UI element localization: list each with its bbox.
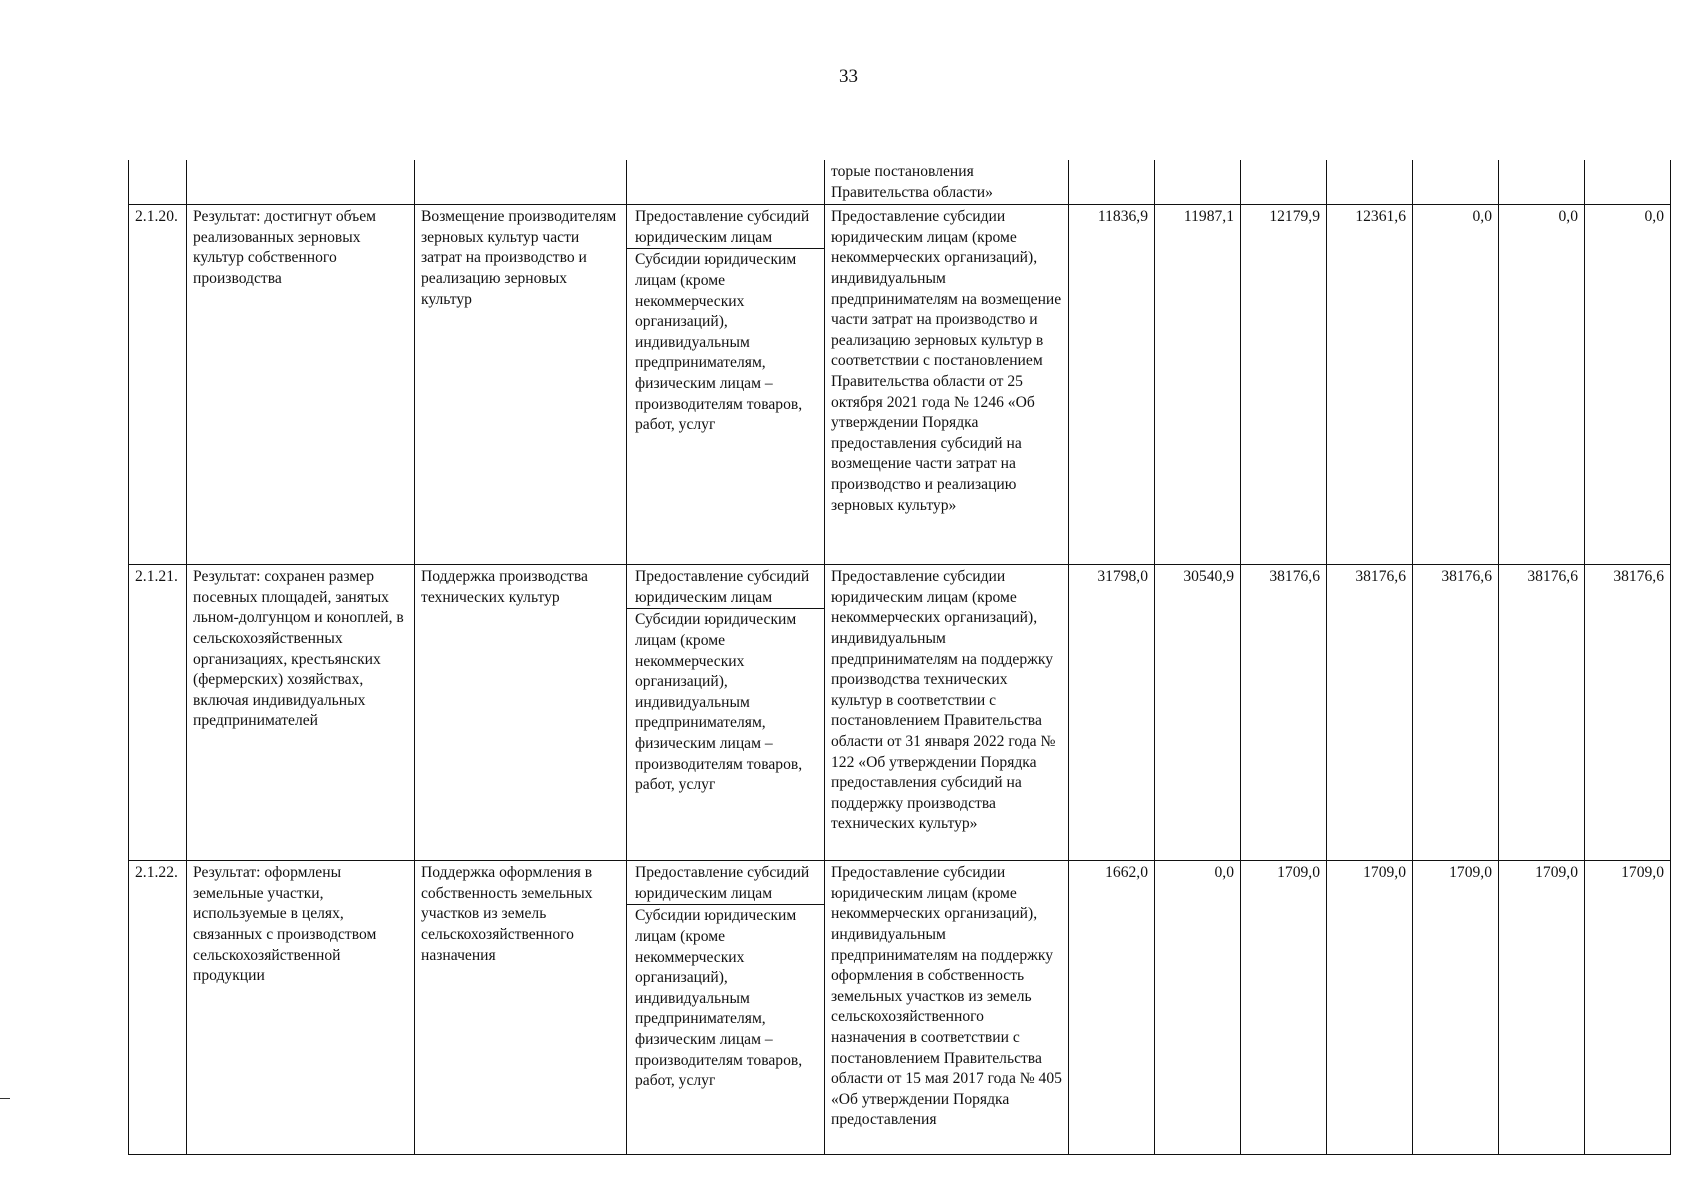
budget-table <box>128 160 1671 1155</box>
basis-cell: торые постановления Правительства области» <box>825 160 1069 205</box>
direction-text: Предоставление субсидий юридическим лицам <box>635 864 810 902</box>
direction-text: Предоставление субсидий юридическим лицам <box>635 568 810 606</box>
value-cell: 0,0 <box>1499 205 1585 565</box>
result-cell: Результат: достигнут объем реализованных зерновых культур собственного производства <box>187 205 415 565</box>
expense-text: Субсидии юридическим лицам (кроме некоммерческих организаций), индивидуальным предпринимателям, физическим лицам – производителям товаров, работ, услуг <box>627 248 824 435</box>
value-cell: 1709,0 <box>1241 861 1327 1155</box>
value-cell: 1709,0 <box>1585 861 1671 1155</box>
value-cell: 1709,0 <box>1499 861 1585 1155</box>
measure-cell: Поддержка оформления в собственность земельных участков из земель сельскохозяйственного назначения <box>415 861 627 1155</box>
basis-cell: Предоставление субсидии юридическим лицам (кроме некоммерческих организаций), индивидуальным предпринимателям на поддержку производства технических культур в соответствии с постановлением Правительства области от 31 января 2022 года № 122 «Об утверждении Порядка предоставления субсидий на поддержку производства технических культур» <box>825 565 1069 861</box>
result-cell: Результат: сохранен размер посевных площадей, занятых льном-долгунцом и коноплей, в сельскохозяйственных организациях, крестьянских (фермерских) хозяйствах, включая индивидуальных предпринимателей <box>187 565 415 861</box>
row-index: 2.1.21. <box>129 565 187 861</box>
basis-cell: Предоставление субсидии юридическим лицам (кроме некоммерческих организаций), индивидуальным предпринимателям на возмещение части затрат на производство и реализацию зерновых культур в соответствии с постановлением Правительства области от 25 октября 2021 года № 1246 «Об утверждении Порядка предоставления субсидий на возмещение части затрат на производство и реализацию зерновых культур» <box>825 205 1069 565</box>
value-cell: 38176,6 <box>1413 565 1499 861</box>
value-cell: 38176,6 <box>1241 565 1327 861</box>
value-cell: 11987,1 <box>1155 205 1241 565</box>
result-cell: Результат: оформлены земельные участки, используемые в целях, связанных с производством сельскохозяйственной продукции <box>187 861 415 1155</box>
direction-expense-cell <box>627 861 825 1155</box>
row-index: 2.1.22. <box>129 861 187 1155</box>
value-cell: 12179,9 <box>1241 205 1327 565</box>
basis-cell: Предоставление субсидии юридическим лицам (кроме некоммерческих организаций), индивидуальным предпринимателям на поддержку оформления в собственность земельных участков из земель сельскохозяйственного назначения в соответствии с постановлением Правительства области от 15 мая 2017 года № 405 «Об утверждении Порядка предоставления <box>825 861 1069 1155</box>
table-row <box>129 205 1671 565</box>
value-cell: 38176,6 <box>1327 565 1413 861</box>
value-cell: 1709,0 <box>1327 861 1413 1155</box>
value-cell: 38176,6 <box>1499 565 1585 861</box>
table-row <box>129 861 1671 1155</box>
value-cell: 1709,0 <box>1413 861 1499 1155</box>
direction-text: Предоставление субсидий юридическим лицам <box>635 208 810 246</box>
page-number: 33 <box>839 66 858 87</box>
value-cell: 0,0 <box>1585 205 1671 565</box>
value-cell: 31798,0 <box>1069 565 1155 861</box>
table-row-continuation <box>129 160 1671 205</box>
value-cell: 0,0 <box>1155 861 1241 1155</box>
row-index: 2.1.20. <box>129 205 187 565</box>
value-cell: 30540,9 <box>1155 565 1241 861</box>
measure-cell: Поддержка производства технических культур <box>415 565 627 861</box>
value-cell: 38176,6 <box>1585 565 1671 861</box>
expense-text: Субсидии юридическим лицам (кроме некоммерческих организаций), индивидуальным предпринимателям, физическим лицам – производителям товаров, работ, услуг <box>627 904 824 1091</box>
expense-text: Субсидии юридическим лицам (кроме некоммерческих организаций), индивидуальным предпринимателям, физическим лицам – производителям товаров, работ, услуг <box>627 608 824 795</box>
margin-mark <box>0 1098 10 1099</box>
value-cell: 0,0 <box>1413 205 1499 565</box>
direction-expense-cell <box>627 565 825 861</box>
table-row <box>129 565 1671 861</box>
value-cell: 12361,6 <box>1327 205 1413 565</box>
direction-expense-cell <box>627 205 825 565</box>
measure-cell: Возмещение производителям зерновых культур части затрат на производство и реализацию зерновых культур <box>415 205 627 565</box>
value-cell: 1662,0 <box>1069 861 1155 1155</box>
value-cell: 11836,9 <box>1069 205 1155 565</box>
